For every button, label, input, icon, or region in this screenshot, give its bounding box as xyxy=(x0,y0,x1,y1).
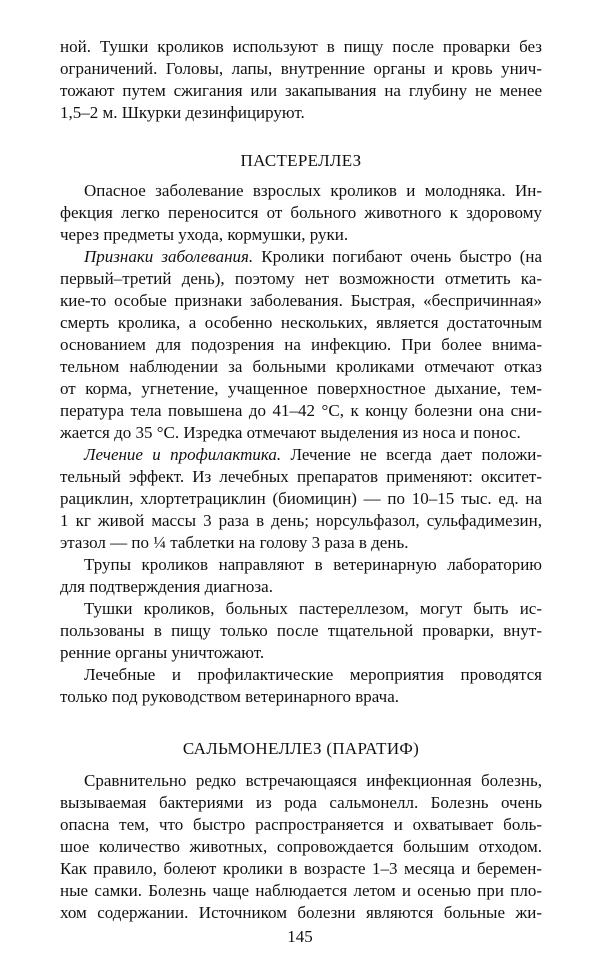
text-line: ренние органы уничтожают. xyxy=(60,643,265,662)
text-line: опасна тем, что быстро распространяется и охватывает боль- xyxy=(60,815,542,834)
text-line: ной. Тушки кроликов используют в пищу после проварки без xyxy=(60,37,542,56)
text-line: 1,5–2 м. Шкурки дезинфицируют. xyxy=(60,103,305,122)
text-line: для подтверждения диагноза. xyxy=(60,577,273,596)
text-line xyxy=(84,444,542,466)
text-line: ные самки. Болезнь чаще наблюдается летом и осенью при пло- xyxy=(60,881,542,900)
text-line: только под руководством ветеринарного врача. xyxy=(60,687,400,706)
lead-text: Кролики погибают очень быстро (на xyxy=(253,247,542,266)
text-line: фекция легко переносится от больного животного к здоровому xyxy=(60,203,542,222)
text-line: кие-то особые признаки заболевания. Быстрая, «беспричинная» xyxy=(60,291,542,310)
text-line: хом содержании. Источником болезни являются больные жи- xyxy=(60,903,542,922)
text-line: тельный эффект. Из лечебных препаратов применяют: окситет- xyxy=(60,467,542,486)
text-line: Лечебные и профилактические мероприятия проводятся xyxy=(84,665,542,684)
italic-lead: Лечение и профилактика. xyxy=(84,445,282,464)
text-line: жается до 35 °С. Изредка отмечают выделения из носа и понос. xyxy=(60,423,521,442)
text-line: вызываемая бактериями из рода сальмонелл. Болезнь очень xyxy=(60,793,542,812)
text-line: от корма, угнетение, учащенное поверхностное дыхание, тем- xyxy=(60,379,542,398)
text-line: Тушки кроликов, больных пастереллезом, могут быть ис- xyxy=(84,599,542,618)
text-line: через предметы ухода, кормушки, руки. xyxy=(60,225,349,244)
text-line: Как правило, болеют кролики в возрасте 1–3 месяца и беремен- xyxy=(60,859,542,878)
lead-text: Лечение не всегда дает положи- xyxy=(281,445,542,464)
text-line: основанием для подозрения на инфекцию. При более внима- xyxy=(60,335,542,354)
text-line: шое количество животных, сопровождается большим отходом. xyxy=(60,837,542,856)
text-line: Сравнительно редко встречающаяся инфекционная болезнь, xyxy=(84,771,542,790)
text-line: этазол — по ¼ таблетки на голову 3 раза в день. xyxy=(60,533,409,552)
text-line: тельном наблюдении за больными кроликами отмечают отказ xyxy=(60,357,542,376)
text-line: ограничений. Головы, лапы, внутренние органы и кровь унич- xyxy=(60,59,542,78)
text-line: первый–третий день), поэтому нет возможности отметить ка- xyxy=(60,269,542,288)
section-heading: САЛЬМОНЕЛЛЕЗ (ПАРАТИФ) xyxy=(182,739,420,758)
text-line xyxy=(84,246,542,268)
page-number: 145 xyxy=(287,927,313,946)
text-line: 1 кг живой массы 3 раза в день; норсульфазол, сульфадимезин, xyxy=(60,511,542,530)
text-line: смерть кролика, а особенно нескольких, является достаточным xyxy=(60,313,542,332)
text-line: пература тела повышена до 41–42 °С, к концу болезни она сни- xyxy=(60,401,542,420)
section-heading: ПАСТЕРЕЛЛЕЗ xyxy=(240,151,362,170)
text-line: пользованы в пищу только после тщательной проварки, внут- xyxy=(60,621,542,640)
text-line: рациклин, хлортетрациклин (биомицин) — по 10–15 тыс. ед. на xyxy=(60,489,542,508)
italic-lead: Признаки заболевания. xyxy=(84,247,254,266)
text-line: Опасное заболевание взрослых кроликов и молодняка. Ин- xyxy=(84,181,542,200)
text-line: Трупы кроликов направляют в ветеринарную лабораторию xyxy=(84,555,542,574)
text-line: тожают путем сжигания или закапывания на глубину не менее xyxy=(60,81,542,100)
